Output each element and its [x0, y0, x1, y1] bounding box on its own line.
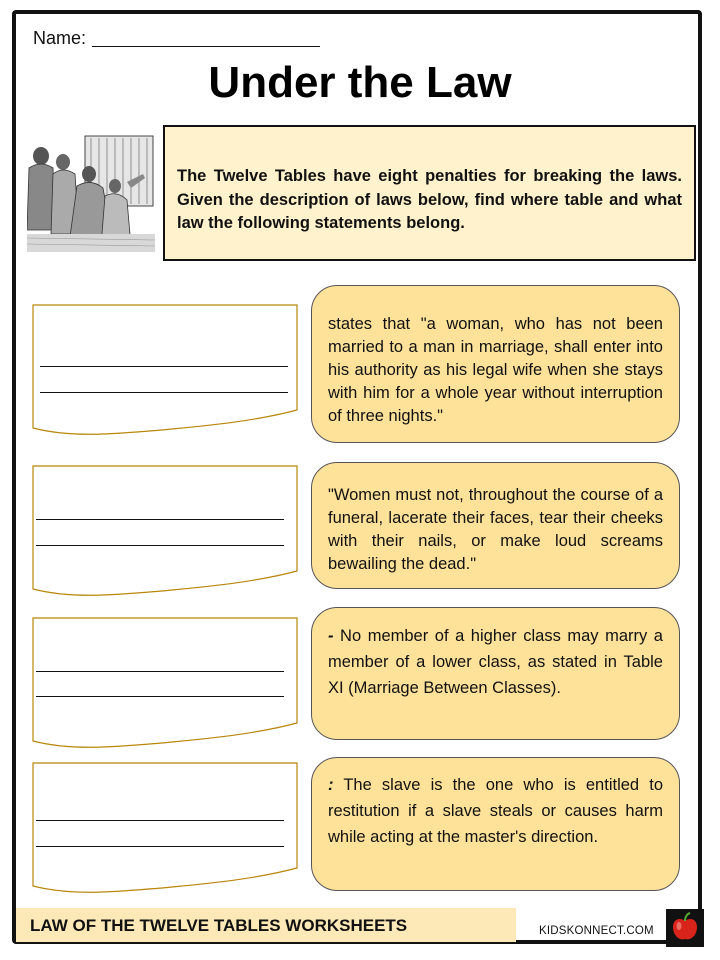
statement-bubble-2 — [311, 462, 680, 589]
answer-box-outline — [32, 762, 298, 898]
footer-title: LAW OF THE TWELVE TABLES WORKSHEETS — [30, 916, 408, 935]
answer-line — [40, 366, 288, 367]
statement-text: "Women must not, throughout the course of a funeral, lacerate their faces, tear their cheeks with their nails, or make loud screams bewailing the dead." — [328, 486, 663, 573]
answer-box-outline — [32, 617, 298, 753]
page-title: Under the Law — [208, 58, 512, 107]
answer-line — [36, 820, 284, 821]
answer-box-outline — [32, 465, 298, 601]
statement-prefix: : — [328, 776, 334, 794]
answer-box-3[interactable] — [32, 617, 298, 753]
statement-text: No member of a higher class may marry a member of a lower class, as stated in Table XI (Marriage Between Classes). — [328, 627, 663, 697]
answer-box-2[interactable] — [32, 465, 298, 601]
roman-engraving-illustration — [27, 134, 155, 252]
answer-box-outline — [32, 304, 298, 440]
apple-logo-icon — [666, 909, 704, 947]
statement-bubble-3 — [311, 607, 680, 740]
answer-line — [36, 846, 284, 847]
answer-box-1[interactable] — [32, 304, 298, 440]
answer-line — [36, 696, 284, 697]
name-label: Name: — [33, 28, 87, 48]
statement-prefix: - — [328, 627, 334, 645]
answer-line — [40, 392, 288, 393]
statement-bubble-4 — [311, 757, 680, 891]
name-blank-line[interactable] — [92, 46, 320, 47]
answer-line — [36, 545, 284, 546]
answer-box-4[interactable] — [32, 762, 298, 898]
footer-site-link[interactable]: KIDSKONNECT.COM — [539, 925, 654, 937]
statement-text: states that "a woman, who has not been married to a man in marriage, shall enter into his authority as his legal wife when she stays with him for a whole year without interruption of three nights." — [328, 315, 663, 425]
instructions-box: The Twelve Tables have eight penalties for breaking the laws. Given the description of laws below, find where table and what law the following statements belong. — [163, 125, 696, 261]
statement-text: The slave is the one who is entitled to restitution if a slave steals or causes harm while acting at the master's direction. — [328, 776, 663, 846]
answer-line — [36, 671, 284, 672]
answer-line — [36, 519, 284, 520]
statement-bubble-1 — [311, 285, 680, 443]
